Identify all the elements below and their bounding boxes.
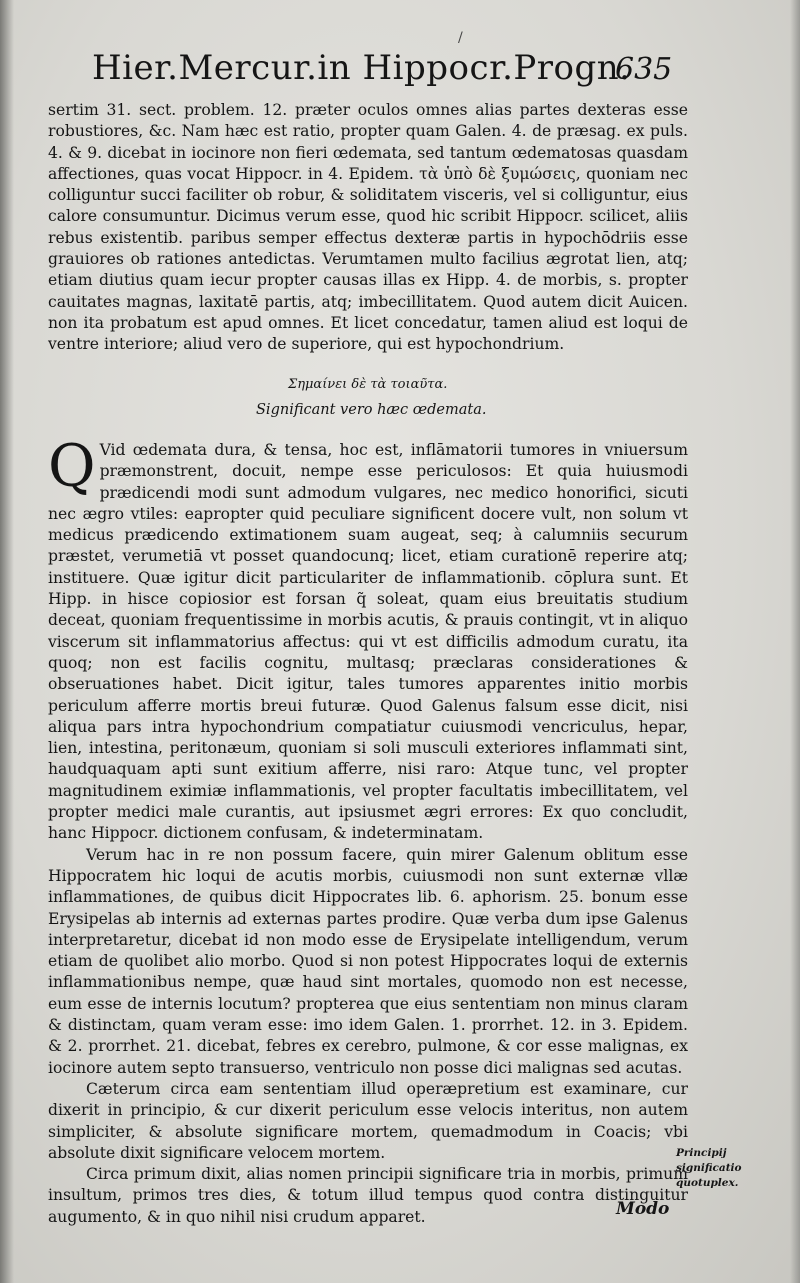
page-edge-shadow	[790, 0, 800, 1283]
paragraph-4: Cæterum circa eam sententiam illud operæpretium est examinare, cur dixerit in principio, & cur dixerit periculum esse velocis interitus, non autem simpliciter, & absolute significare mortem, quemadmodum in Coacis; vbi absolute dixit significare velocem mortem.	[48, 1079, 688, 1162]
paragraph-2	[48, 432, 688, 845]
paragraph-5: Circa primum dixit, alias nomen principii significare tria in morbis, primum insultum, primos tres dies, & totum illud tempus quod contra distinguitur augumento, & in quo nihil nisi crudum apparet.	[48, 1165, 688, 1226]
page-gutter-shadow	[0, 0, 14, 1283]
page-header	[92, 48, 673, 98]
stray-mark: /	[458, 30, 463, 46]
drop-cap: Q	[48, 432, 96, 500]
commentary-body	[48, 432, 688, 1228]
catchword: Modo	[616, 1199, 670, 1219]
paragraph-text: sertim 31. sect. problem. 12. præter oculos omnes alias partes dexteras esse robustiores, &c. Nam hæc est ratio, propter quam Galen. 4. de præsag. ex puls. 4. & 9. dicebat in iocinore non fieri œdemata, sed tantum œdematosas quasdam affectiones, quas vocat Hippocr. in 4. Epidem. τὰ ὑπὸ δὲ ξυμώσεις, quoniam nec colliguntur succi faciliter ob robur, & soliditatem visceris, vel si colliguntur, eius calore consumuntur. Dicimus verum esse, quod hic scribit Hippocr. scilicet, aliis rebus existentib. paribus semper effectus dexteræ partis in hypochōdriis esse grauiores ob rationes antedictas. Verumtamen multo facilius ægrotat lien, atq; etiam diutius quam iecur propter causas illas ex Hipp. 4. de morbis, s. propter cauitates magnas, laxitatē partis, atq; imbecillitatem. Quod autem dicit Auicen. non ita probatum est apud omnes. Et licet concedatur, tamen aliud est loqui de ventre interiore; aliud vero de superiore, qui est hypochondrium.	[48, 101, 688, 354]
section-heading: Significant vero hæc œdemata.	[256, 402, 487, 418]
greek-lemma: Σημαίνει δὲ τὰ τοιαῦτα.	[288, 377, 448, 392]
marginal-note: Principij significatio quotuplex.	[676, 1147, 742, 1189]
paragraph-2-text: Vid œdemata dura, & tensa, hoc est, inflāmatorii tumores in vniuersum præmonstrent, docuit, nempe esse periculosos: Et quia huiusmodi prædicendi modi sunt admodum vulgares, nec medico honorifici, sicuti nec ægro vtiles: eapropter quid peculiare significent docere vult, non solum vt medicus prædicendo extimationem suam augeat, seq; à calumniis securum præstet, verumetiā vt posset quandocunq; licet, etiam curationē reperire atq; instituere. Quæ igitur dicit particulariter de inflammationib. cōplura sunt. Et Hipp. in hisce copiosior est forsan q̃ soleat, quam eius breuitatis studium deceat, quoniam frequentissime in morbis acutis, & prauis contingit, vt in aliquo viscerum sit inflammatorius affectus: qui vt est difficilis admodum curatu, ita quoq; non est facilis cognitu, multasq; præclaras considerationes & obseruationes habet. Dicit igitur, tales tumores apparentes initio morbis periculum afferre mortis breui futuræ. Quod Galenus falsum esse dicit, nisi aliqua pars intra hypochondrium compatiatur cuiusmodi vencriculus, hepar, lien, intestina, peritonæum, quoniam si soli musculi exteriores inflammati sint, haudquaquam apti sunt exitium afferre, nisi raro: Atque tunc, vel propter magnitudinem eximiæ inflammationis, vel propter facultatis imbecillitatem, vel propter medici male curantis, aut ipsiusmet ægri errores: Ex quo concludit, hanc Hippocr. dictionem confusam, & indeterminatam.	[48, 441, 688, 843]
page-number: 635	[615, 52, 673, 87]
commentary-paragraph-1	[48, 100, 688, 356]
paragraph-3: Verum hac in re non possum facere, quin mirer Galenum oblitum esse Hippocratem hic loqui de acutis morbis, cuiusmodi non sunt externæ vllæ inflammationes, de quibus dicit Hippocrates lib. 6. aphorism. 25. bonum esse Erysipelas ab internis ad externas partes prodire. Quæ verba dum ipse Galenus interpretaretur, dicebat id non modo esse de Erysipelate intelligendum, verum etiam de quolibet alio morbo. Quod si non potest Hippocrates loqui de externis inflammationibus nempe, quæ haud sint mortales, quomodo non est necesse, eum esse de internis locutum? propterea que eius sententiam non minus claram & distinctam, quam veram esse: imo idem Galen. 1. prorrhet. 12. in 3. Epidem. & 2. prorrhet. 21. dicebat, febres ex cerebro, pulmone, & cor esse malignas, ex iocinore autem septo transuerso, ventriculo non posse dici malignas sed acutas.	[48, 845, 688, 1077]
running-head: Hier.Mercur.in Hippocr.Progn.	[92, 48, 631, 88]
